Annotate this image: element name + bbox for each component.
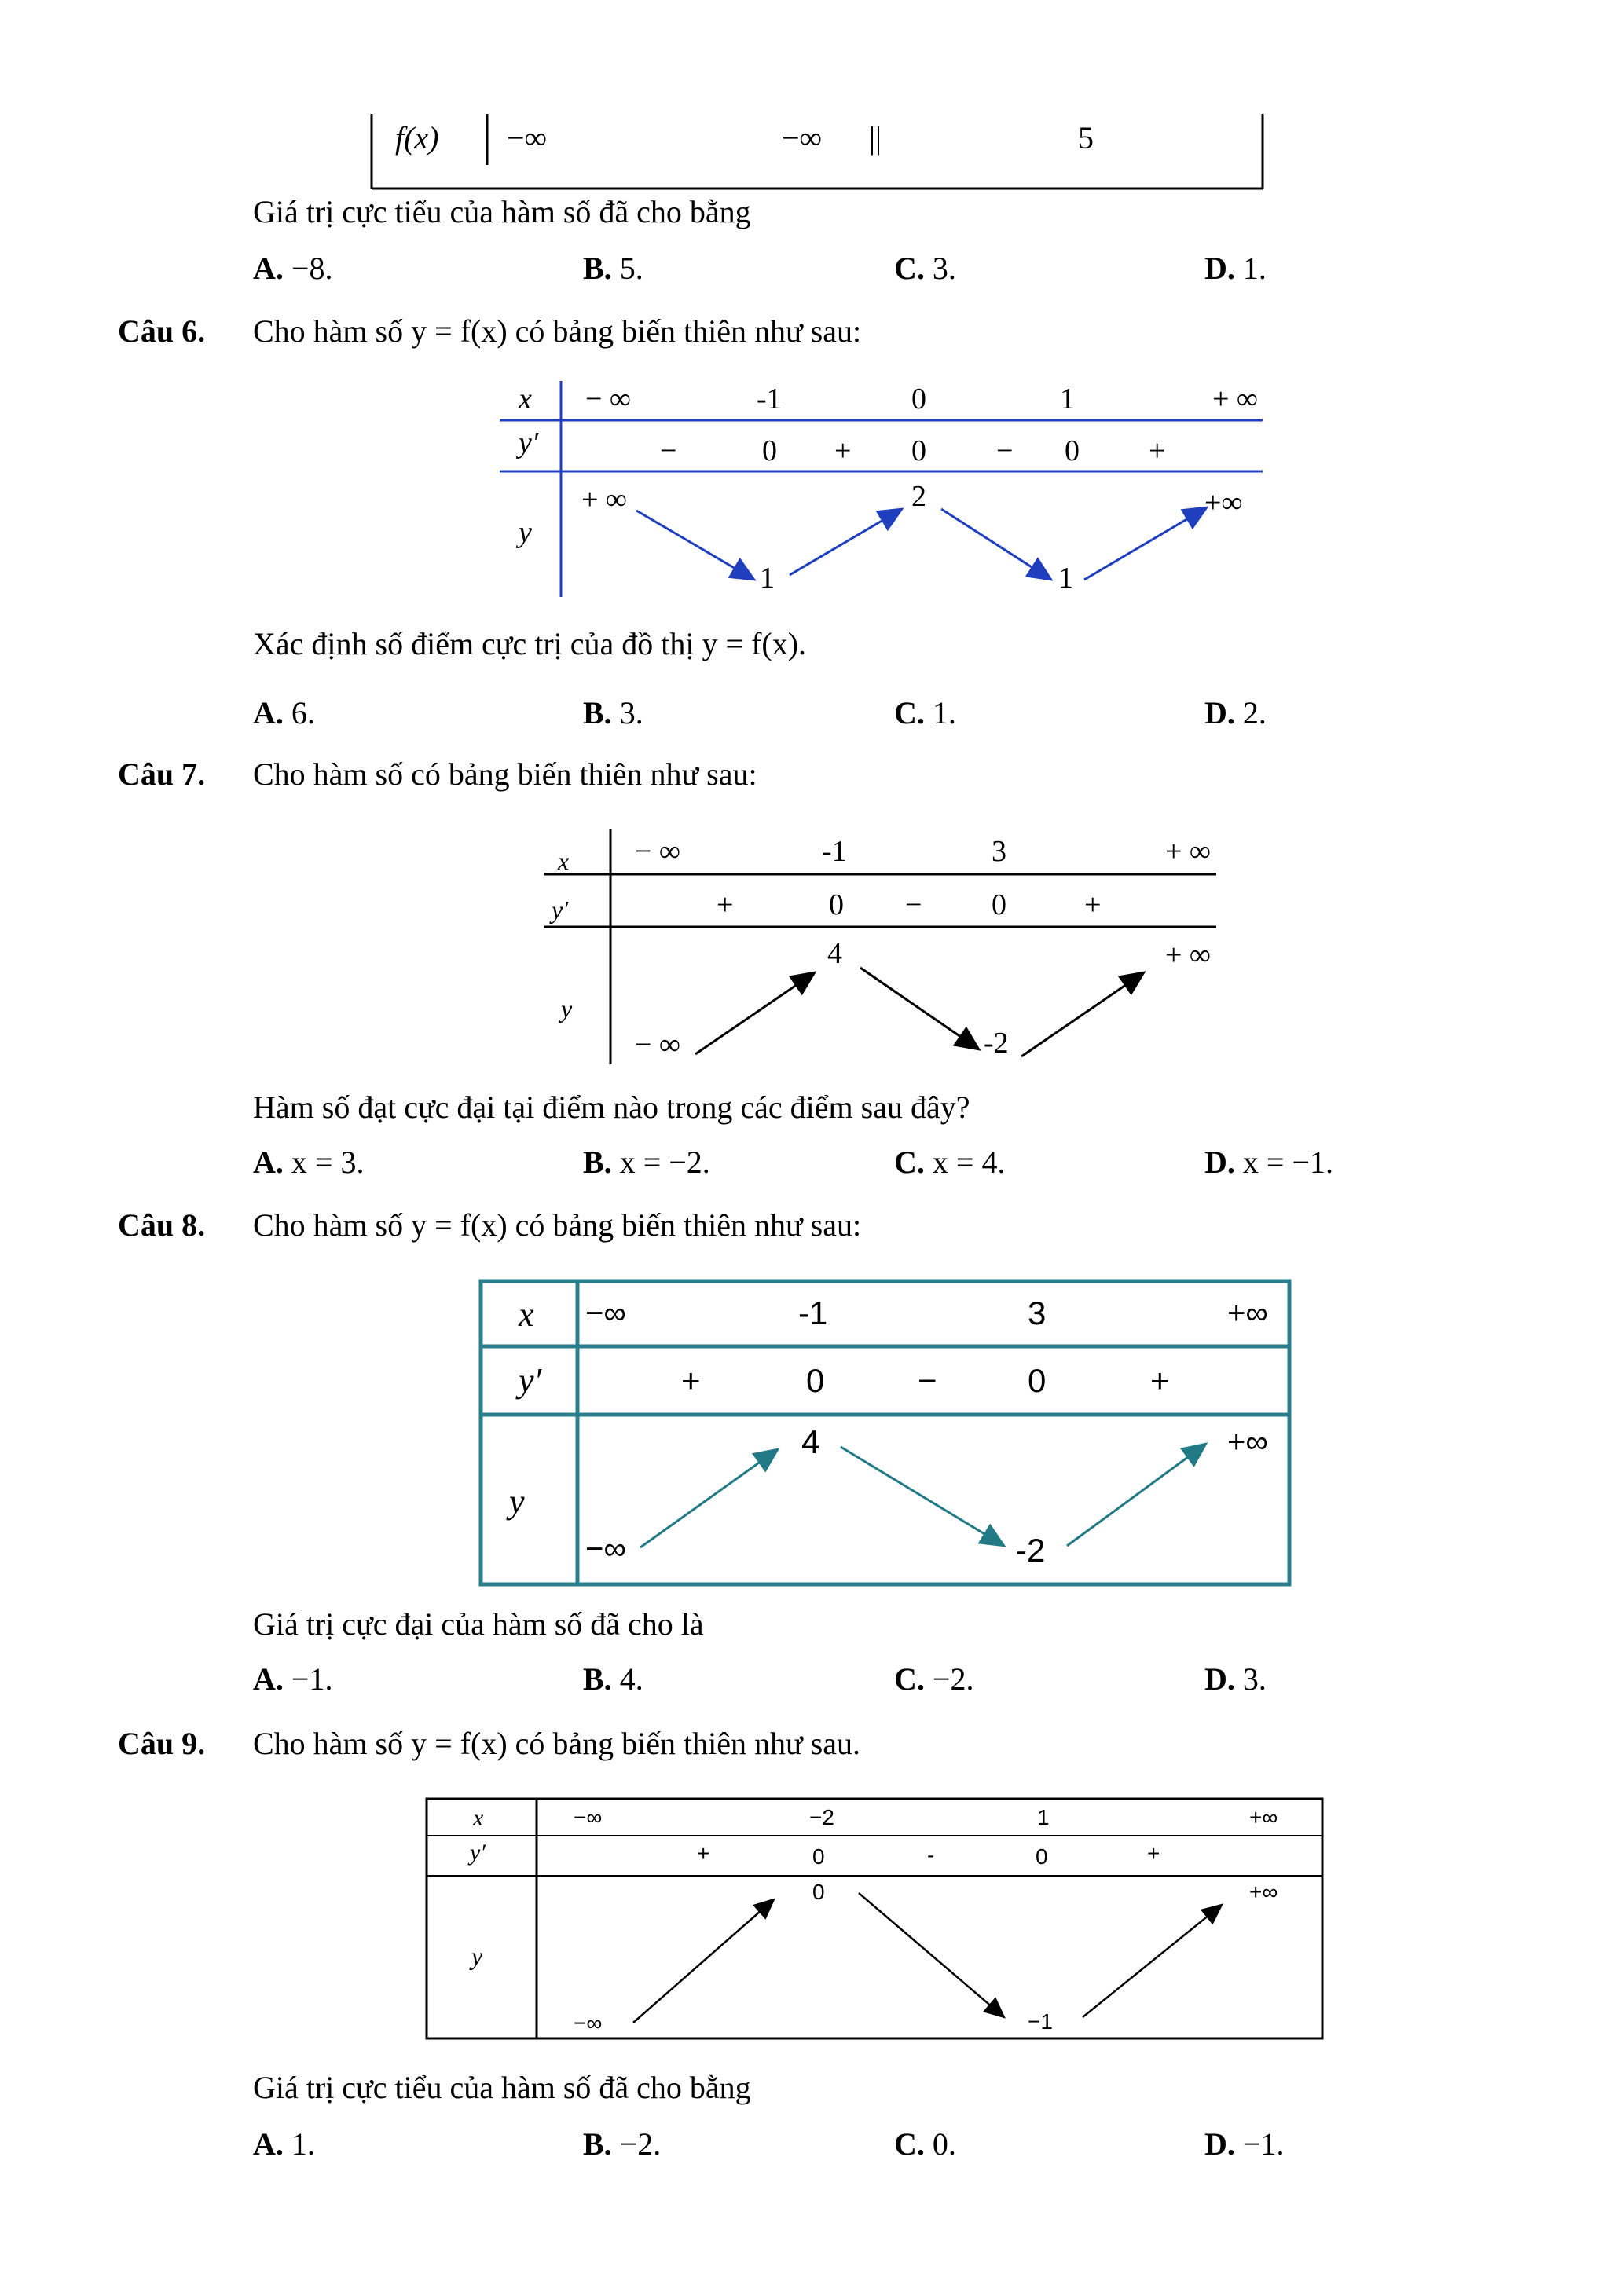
q7-yp-val: 0 [992,888,1006,921]
q8-option-d[interactable]: D. 3. [1204,1661,1267,1697]
q9-x-val: −∞ [574,1805,603,1829]
q9-option-b[interactable]: B. −2. [583,2126,662,2162]
q9-arrow-2 [859,1893,1004,2017]
q6-option-d[interactable]: D. 2. [1204,695,1267,731]
q8-y-label: y [509,1482,525,1521]
q7-x-label: x [558,847,570,875]
q7-x-val: 3 [992,835,1006,868]
q7-y-val: 4 [827,937,842,970]
q8-yp-label: y′ [519,1361,542,1400]
q6-question: Xác định số điểm cực trị của đồ thị y = f(x). [253,626,807,661]
q7-y-val: − ∞ [635,1028,681,1061]
q8-yp-val: + [1150,1362,1170,1399]
q7-yp-val: − [905,888,922,921]
q5-prompt: Giá trị cực tiểu của hàm số đã cho bằng [253,194,751,229]
q6-y-val: 1 [760,562,775,595]
q9-yp-label: y′ [470,1840,486,1866]
q9-question: Giá trị cực tiểu của hàm số đã cho bằng [253,2070,751,2105]
q6-option-b[interactable]: B. 3. [583,695,643,731]
q9-x-label: x [473,1805,484,1831]
q6-y-val: 1 [1058,562,1073,595]
fx-label: f(x) [395,120,439,156]
q8-yp-val: − [918,1362,937,1399]
q9-yp-val: 0 [1036,1844,1048,1869]
q5-option-a[interactable]: A. −8. [253,251,333,286]
q6-x-val: -1 [757,383,782,416]
q6-yp-val: 0 [911,434,926,467]
q9-option-a[interactable]: A. 1. [253,2126,315,2162]
q9-y-val: −1 [1028,2009,1053,2034]
q9-option-d[interactable]: D. −1. [1204,2126,1285,2162]
q5-option-d[interactable]: D. 1. [1204,251,1267,286]
q9-y-label: y [471,1942,483,1970]
q6-y-val: +∞ [1204,486,1243,519]
q8-yp-val: 0 [806,1362,825,1399]
q9-arrow-1 [633,1899,774,2023]
q6-option-c[interactable]: C. 1. [894,695,956,731]
q9-x-val: 1 [1037,1805,1050,1829]
q8-y-val: -2 [1016,1532,1046,1569]
q6-yp-val: 0 [1065,434,1080,467]
q6-yp-val: 0 [762,434,777,467]
q7-yp-label: y′ [552,895,569,924]
q9-y-val: 0 [812,1880,825,1904]
q7-number: Câu 7. [118,756,206,792]
q8-option-c[interactable]: C. −2. [894,1661,974,1697]
q8-x-label: x [519,1295,534,1334]
q8-yp-val: + [681,1362,701,1399]
q7-option-b[interactable]: B. x = −2. [583,1144,710,1180]
q8-y-val: 4 [801,1423,820,1460]
top-val-3: || [869,120,882,156]
q6-y-val: 2 [911,480,926,513]
q6-yp-val: − [996,434,1014,467]
q8-number: Câu 8. [118,1207,206,1243]
q8-option-a[interactable]: A. −1. [253,1661,333,1697]
q6-x-val: 1 [1060,383,1075,416]
q8-x-val: -1 [798,1294,828,1331]
q8-y-val: +∞ [1227,1425,1268,1459]
q9-prompt: Cho hàm số y = f(x) có bảng biến thiên như sau. [253,1726,860,1761]
q9-yp-val: + [697,1841,710,1866]
q9-yp-val: 0 [812,1844,825,1869]
q7-x-val: − ∞ [635,835,681,868]
q6-number: Câu 6. [118,313,206,349]
q9-yp-val: + [1147,1841,1160,1866]
q9-x-val: −2 [809,1805,834,1829]
q6-y-val: + ∞ [581,483,628,516]
q6-x-val: + ∞ [1212,383,1259,416]
q7-x-val: + ∞ [1165,835,1212,868]
q9-option-c[interactable]: C. 0. [894,2126,956,2162]
q8-x-val: −∞ [585,1296,626,1331]
q8-question: Giá trị cực đại của hàm số đã cho là [253,1606,704,1642]
q7-yp-val: + [1084,888,1102,921]
q7-y-val: -2 [984,1027,1009,1060]
q7-x-val: -1 [822,835,847,868]
q5-option-c[interactable]: C. 3. [894,251,956,286]
q6-yp-val: + [834,434,852,467]
top-val-4: 5 [1078,120,1094,156]
q6-yp-val: − [660,434,677,467]
q6-prompt: Cho hàm số y = f(x) có bảng biến thiên như sau: [253,313,862,349]
q7-question: Hàm số đạt cực đại tại điểm nào trong các điểm sau đây? [253,1089,970,1125]
q7-y-label: y [561,994,573,1023]
q8-option-b[interactable]: B. 4. [583,1661,643,1697]
q7-option-c[interactable]: C. x = 4. [894,1144,1006,1180]
q6-x-val: − ∞ [585,383,632,416]
q7-option-d[interactable]: D. x = −1. [1204,1144,1334,1180]
q5-option-b[interactable]: B. 5. [583,251,643,286]
q7-yp-val: + [717,888,734,921]
q8-y-val: −∞ [585,1532,626,1566]
top-val-2: −∞ [782,120,823,156]
q8-prompt: Cho hàm số y = f(x) có bảng biến thiên như sau: [253,1207,862,1243]
q9-arrow-3 [1083,1905,1222,2017]
q7-y-val: + ∞ [1165,939,1212,972]
q7-yp-val: 0 [829,888,844,921]
q7-prompt: Cho hàm số có bảng biến thiên như sau: [253,756,757,792]
q9-yp-val: - [927,1843,935,1867]
q8-yp-val: 0 [1028,1362,1047,1399]
q8-x-val: +∞ [1227,1296,1268,1331]
q6-x-label: x [519,383,532,416]
q8-x-val: 3 [1028,1294,1047,1331]
q6-yp-val: + [1149,434,1166,467]
q6-x-val: 0 [911,383,926,416]
q6-y-label: y [519,516,532,549]
q9-number: Câu 9. [118,1726,206,1761]
q6-option-a[interactable]: A. 6. [253,695,315,731]
q9-x-val: +∞ [1249,1805,1278,1829]
q9-y-val: +∞ [1249,1880,1278,1904]
q9-y-val: −∞ [574,2011,603,2035]
top-val-1: −∞ [507,120,548,156]
q7-option-a[interactable]: A. x = 3. [253,1144,365,1180]
q6-yp-label: y′ [519,427,539,460]
